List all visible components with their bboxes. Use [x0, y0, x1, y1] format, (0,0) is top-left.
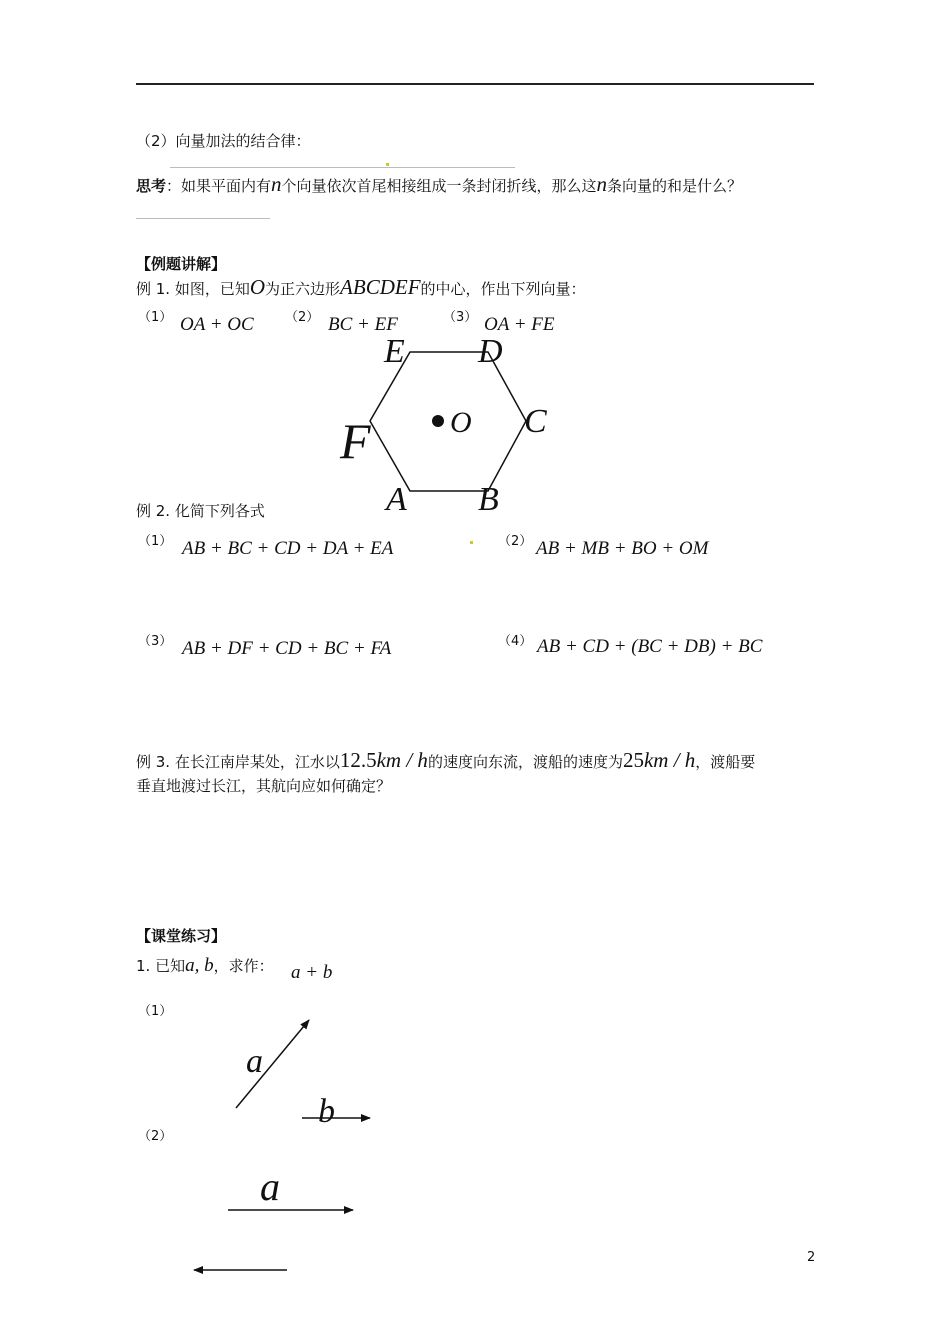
ex2-item4-label: （4）: [498, 634, 533, 649]
vertex-F: F: [340, 413, 371, 469]
ex3-unit2: km / h: [643, 748, 696, 772]
center-label: O: [450, 406, 472, 439]
p1-mid: ，求作：: [213, 957, 274, 975]
ex3-unit1: km / h: [376, 748, 428, 772]
example2-title: 例 2. 化简下列各式: [136, 502, 265, 520]
ex1-hexagon-name: ABCDEF: [340, 275, 421, 299]
ex1-prefix: 例 1. 如图，已知: [136, 280, 250, 298]
section2-title: （2）向量加法的结合律：: [136, 132, 311, 150]
ex3-text-b: 的速度向东流，渡船的速度为: [427, 753, 623, 771]
p1-sub1-label: （1）: [138, 1004, 173, 1019]
ex1-item2-label: （2）: [285, 310, 320, 325]
p1-ab: a, b: [185, 955, 214, 976]
think-n: n: [271, 172, 282, 196]
think-label: 思考: [136, 177, 167, 195]
page-number: 2: [807, 1250, 816, 1265]
p1-prefix: 1. 已知: [136, 957, 186, 975]
ex2-item3-label: （3）: [138, 634, 173, 649]
ex2-item2-label: （2）: [498, 534, 533, 549]
examples-heading: 【例题讲解】: [136, 255, 227, 273]
ex2-item1-label: （1）: [138, 534, 173, 549]
ex1-mid: 为正六边形: [265, 280, 341, 298]
ex3-text-a: 例 3. 在长江南岸某处，江水以: [136, 753, 340, 771]
ex2-item3-expr: AB + DF + CD + BC + FA: [182, 638, 392, 659]
ex1-suffix: 的中心，作出下列向量：: [420, 280, 586, 298]
vector-b-1-label: b: [318, 1093, 335, 1130]
ex1-center-O: O: [249, 275, 266, 299]
ex2-item4-expr: AB + CD + (BC + DB) + BC: [537, 636, 763, 657]
ex1-item1-expr: OA + OC: [180, 314, 254, 335]
vector-a-1-label: a: [246, 1043, 263, 1080]
vertex-E: E: [384, 333, 405, 370]
ex1-item2-expr: BC + EF: [328, 314, 398, 335]
vertex-A: A: [386, 481, 407, 518]
think-text-3: 条向量的和是什么？: [607, 177, 743, 195]
vertex-C: C: [524, 403, 547, 440]
ex1-item1-label: （1）: [138, 310, 173, 325]
practice-heading: 【课堂练习】: [136, 927, 227, 945]
think-text-2: 个向量依次首尾相接组成一条封闭折线，那么这: [281, 177, 597, 195]
ex3-speed1: 12.5: [339, 748, 377, 772]
p1-expr: a + b: [291, 962, 333, 983]
ex3-text-c: ，渡船要: [695, 753, 756, 771]
ex1-item3-expr: OA + FE: [484, 314, 555, 335]
think-text-1: ：如果平面内有: [166, 177, 272, 195]
vertex-D: D: [478, 333, 503, 370]
vector-a-2-label: a: [260, 1164, 280, 1209]
p1-sub2-label: （2）: [138, 1129, 173, 1144]
ex2-item1-expr: AB + BC + CD + DA + EA: [182, 538, 394, 559]
think-n-2: n: [596, 172, 608, 196]
ex2-item2-expr: AB + MB + BO + OM: [536, 538, 709, 559]
example3-line2: 垂直地渡过长江，其航向应如何确定？: [136, 777, 392, 795]
ex3-speed2: 25: [622, 748, 644, 772]
ex1-item3-label: （3）: [443, 310, 478, 325]
vertex-B: B: [478, 481, 499, 518]
